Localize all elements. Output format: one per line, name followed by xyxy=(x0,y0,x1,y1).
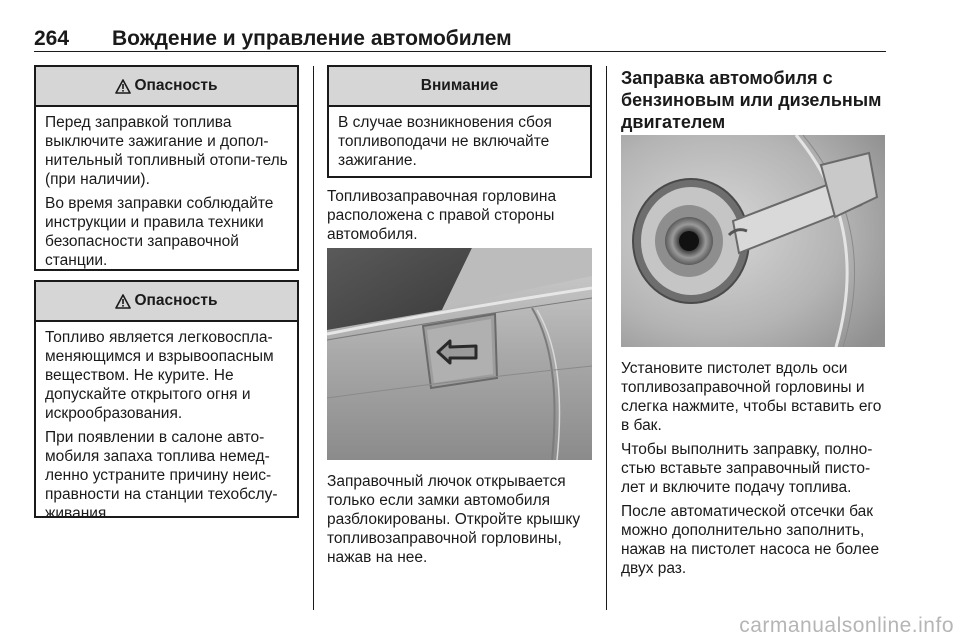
page-header-title: Вождение и управление автомобилем xyxy=(112,27,512,50)
warning-triangle-icon xyxy=(115,294,131,309)
notice-box-header: Внимание xyxy=(329,67,590,107)
danger-box-fuel-flammable xyxy=(34,280,299,522)
body-paragraph: Установите пистолет вдоль оси топливозаправочной горловины и слегка нажмите, чтобы вставить его в бак. xyxy=(621,360,882,434)
danger-box-refuel xyxy=(34,65,299,271)
fuel-flap-closed-figure xyxy=(327,248,592,460)
page-number: 264 xyxy=(34,27,70,50)
notice-box-body xyxy=(329,107,590,170)
danger-box-header xyxy=(36,67,297,107)
notice-paragraph: В случае возникновения сбоя топливоподачи не включайте зажигание. xyxy=(338,114,552,169)
watermark: carmanualsonline.info xyxy=(739,614,954,637)
body-paragraph: Заправочный лючок открывается только если замки автомобиля разблокированы. Откройте крышку топливозаправочной горловины, нажав на нее. xyxy=(327,473,581,566)
danger-box-title: Опасность xyxy=(134,292,218,309)
danger-box-body xyxy=(36,322,297,523)
warning-triangle-icon xyxy=(115,79,131,94)
danger-paragraph: Топливо является легковоспла-меняющимся и взрывоопасным веществом. Не курите. Не допускайте открытого огня и искрообразования. xyxy=(45,329,274,422)
danger-box-title: Опасность xyxy=(134,77,218,94)
fuel-flap-closed-illustration xyxy=(327,248,592,460)
header-rule xyxy=(34,51,886,52)
fuel-flap-open-figure xyxy=(621,135,885,347)
filler-location-text xyxy=(327,187,595,249)
danger-paragraph: Во время заправки соблюдайте инструкции и правила техники безопасности заправочной станции. xyxy=(45,195,274,269)
body-paragraph: Чтобы выполнить заправку, полно-стью вставьте заправочный писто-лет и включите подачу топлива. xyxy=(621,441,873,496)
column-divider-left xyxy=(313,66,314,610)
body-paragraph: Топливозаправочная горловина расположена с правой стороны автомобиля. xyxy=(327,188,557,243)
body-paragraph: После автоматической отсечки бак можно дополнительно заполнить, нажав на пистолет насоса не более двух раз. xyxy=(621,503,880,577)
danger-box-body xyxy=(36,107,297,270)
section-title: Заправка автомобиля с бензиновым или дизельным двигателем xyxy=(621,68,882,132)
fuel-flap-open-illustration xyxy=(621,135,885,347)
notice-box xyxy=(327,65,592,178)
column-divider-right xyxy=(606,66,607,610)
danger-paragraph: При появлении в салоне авто-мобиля запаха топлива немед-ленно устраните причину неис-правности на станции техобслу-живания. xyxy=(45,429,278,522)
fuel-flap-open-text xyxy=(327,472,597,572)
refuel-instructions xyxy=(621,359,891,583)
danger-box-header xyxy=(36,282,297,322)
danger-paragraph: Перед заправкой топлива выключите зажигание и допол-нительный топливный отопи-тель (при наличии). xyxy=(45,114,288,188)
